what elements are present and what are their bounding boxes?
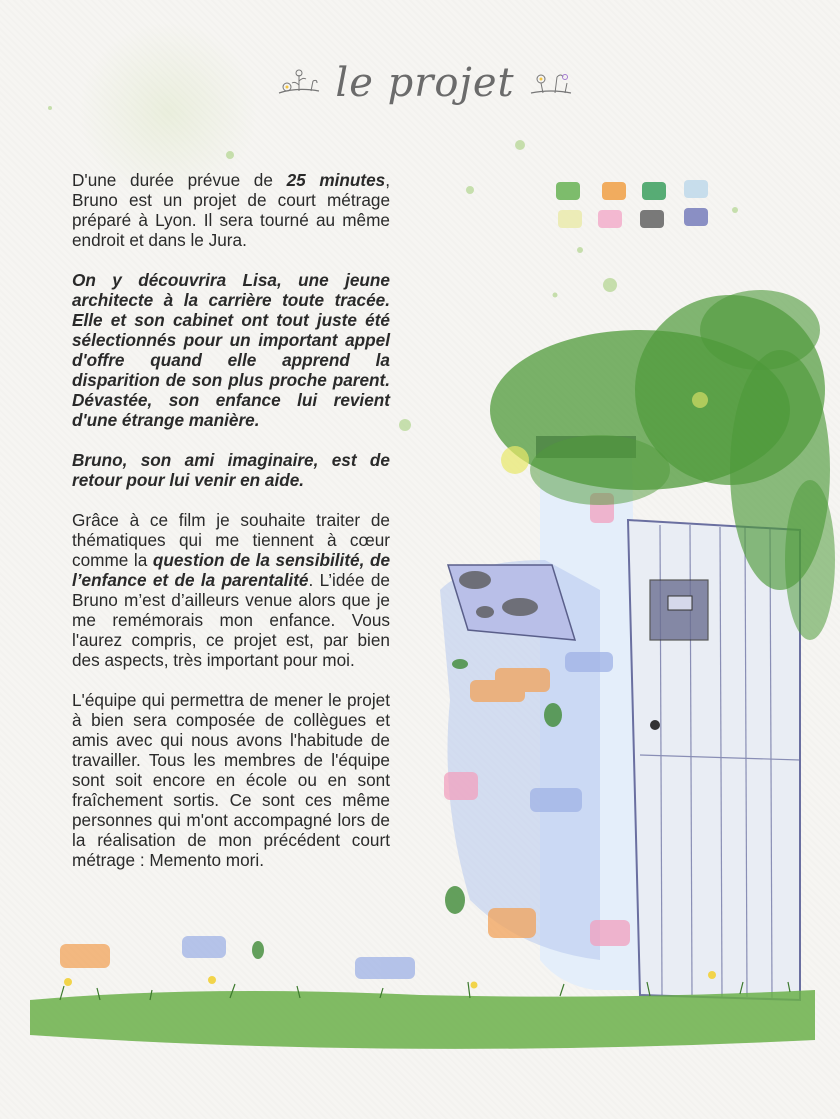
- page-title: le projet: [335, 59, 515, 106]
- paragraph-themes-part: Grâce à ce film je souhaite traiter de thématiques qui me tiennent à cœur comme la: [72, 510, 390, 570]
- door-lock-slot: [668, 596, 692, 610]
- paragraph-bruno: Bruno, son ami imaginaire, est de retour pour lui venir en aide.: [72, 450, 390, 490]
- grass-ground: [30, 990, 815, 1049]
- duration-emphasis: 25 minutes: [286, 170, 386, 190]
- paragraph-intro-part: D'une durée prévue de: [72, 170, 287, 190]
- paragraph-synopsis: On y découvrira Lisa, une jeune architecte à la carrière toute tracée. Elle et son cabinet ont tout juste été sélectionnés pour un important appel d'offre quand elle apprend la disparition de son plus proche parent. Dévastée, son enfance lui revient d'une étrange manière.: [72, 270, 390, 430]
- themes-emphasis: question de la sensibilité, de l’enfance et de la parentalité: [72, 550, 391, 590]
- paragraph-themes-part: . L’idée de Bruno m’est d’ailleurs venue alors que je me remémorais mon enfance. Vous l'aurez compris, ce projet est, par bien des aspects, très important pour moi.: [72, 570, 390, 670]
- door-knob: [650, 720, 660, 730]
- paragraph-intro-part: , Bruno est un projet de court métrage préparé à Lyon. Il sera tourné au même endroit et dans le Jura.: [72, 170, 390, 250]
- paragraph-team: L'équipe qui permettra de mener le projet à bien sera composée de collègues et amis avec qui nous avons l'habitude de travailler. Tous les membres de l'équipe sont soit encore en école ou en sont fraîchement sortis. Ce sont ces même personnes qui m'ont accompagné lors de la réalisation de mon précédent court métrage : Memento mori.: [72, 690, 390, 870]
